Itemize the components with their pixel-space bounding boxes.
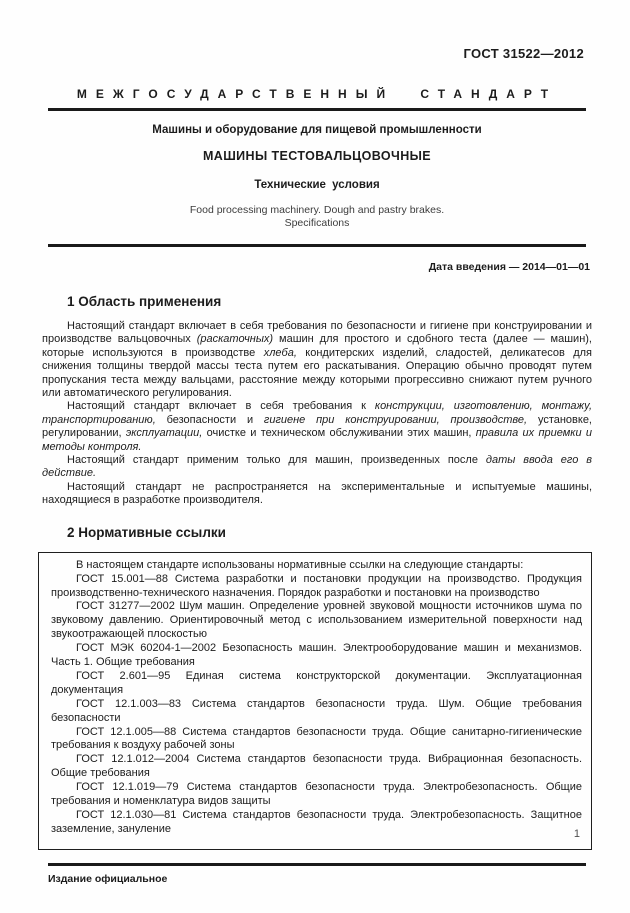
reference-item: ГОСТ 31277—2002 Шум машин. Определение уровней звуковой мощности источников шума по звуковому давлению. Ориентировочный метод с использованием измерительной поверхности над звукоотражающей плоскостью [51, 600, 582, 641]
standard-type-line: МЕЖГОСУДАРСТВЕННЫЙ СТАНДАРТ [76, 87, 558, 101]
title-english [42, 204, 592, 230]
text-run-italic: правила их приемки и методы контроля. [42, 427, 592, 453]
text-run: Настоящий стандарт включает в себя требования к [67, 400, 375, 413]
reference-item: ГОСТ 12.1.003—83 Система стандартов безопасности труда. Шум. Общие требования безопасности [51, 697, 582, 724]
header-rule [48, 108, 586, 111]
section-heading-references: 2 Нормативные ссылки [67, 524, 226, 540]
section-heading-scope: 1 Область применения [67, 294, 222, 309]
text-run-italic: даты ввода его в действие. [42, 454, 592, 480]
scope-paragraph-2 [42, 400, 592, 454]
references-box [38, 552, 592, 850]
text-run-italic: хлеба, [263, 346, 297, 359]
edition-note: Издание официальное [48, 872, 168, 885]
text-run: установке, регулировании, [42, 413, 592, 440]
reference-item: ГОСТ 12.1.019—79 Система стандартов безопасности труда. Электробезопасность. Общие требования и номенклатура видов защиты [51, 781, 582, 808]
text-run: кондитерских изделий, сладостей, деликатесов для снижения толщины твердой массы теста путем его раскатывания. Операцию обычно проводят путем пропускания теста между вальцами, расстояние между которыми прогрессивно снижают путем ручного или автоматического регулирования. [42, 346, 592, 400]
text-run: Настоящий стандарт применим только для машин, произведенных после [67, 454, 486, 467]
text-run-italic: гигиене при конструировании, производстве, [263, 413, 528, 426]
footer-rule [48, 863, 586, 866]
scope-paragraph-3 [42, 454, 592, 481]
text-run: Настоящий стандарт не распространяется на экспериментальные и испытуемые машины, находящиеся в разработке производителя. [42, 480, 592, 507]
effective-date: Дата введения — 2014—01—01 [428, 261, 590, 273]
text-run: машин для простого и сдобного теста (далее — машин), которые используются в производстве [42, 333, 592, 359]
text-run-italic: конструкции, изготовлению, монтажу, транспортированию, [42, 400, 592, 426]
scope-paragraph-1 [42, 320, 592, 400]
reference-item: ГОСТ МЭК 60204-1—2002 Безопасность машин. Электрооборудование машин и механизмов. Часть 1. Общие требования [51, 642, 582, 669]
title-subject: Машины и оборудование для пищевой промышленности [152, 124, 482, 136]
title-en-line1: Food processing machinery. Dough and pastry brakes. [189, 204, 445, 216]
reference-item: ГОСТ 12.1.030—81 Система стандартов безопасности труда. Электробезопасность. Защитное заземление, зануление [51, 809, 582, 835]
reference-item: ГОСТ 12.1.005—88 Система стандартов безопасности труда. Общие санитарно-гигиенические требования к воздуху рабочей зоны [51, 725, 582, 752]
scope-paragraph-4 [42, 481, 592, 508]
reference-item: ГОСТ 12.1.012—2004 Система стандартов безопасности труда. Вибрационная безопасность. Общие требования [51, 753, 582, 780]
title-en-line2: Specifications [284, 217, 350, 229]
scope-body [42, 320, 592, 508]
page-number: 1 [573, 828, 580, 840]
title-subtitle: Технические условия [254, 179, 380, 191]
title-rule [48, 244, 586, 247]
doc-number: ГОСТ 31522—2012 [463, 46, 584, 61]
text-run: очистке и техническом обслуживании этих машин, [202, 427, 476, 440]
text-run-italic: эксплуатации, [125, 427, 203, 440]
text-run-italic: (раскаточных) [196, 333, 274, 346]
text-run: Настоящий стандарт включает в себя требования по безопасности и гигиене при конструировании и производстве вальцовочных [42, 320, 592, 346]
references-intro: В настоящем стандарте использованы нормативные ссылки на следующие стандарты: [76, 558, 524, 571]
reference-item: ГОСТ 15.001—88 Система разработки и постановки продукции на производство. Продукция производственно-технического назначения. Порядок разработки и постановки на производство [51, 572, 582, 599]
reference-item: ГОСТ 2.601—95 Единая система конструкторской документации. Эксплуатационная документация [51, 669, 582, 696]
text-run: безопасности и [155, 413, 264, 426]
title-main: МАШИНЫ ТЕСТОВАЛЬЦОВОЧНЫЕ [202, 149, 432, 163]
